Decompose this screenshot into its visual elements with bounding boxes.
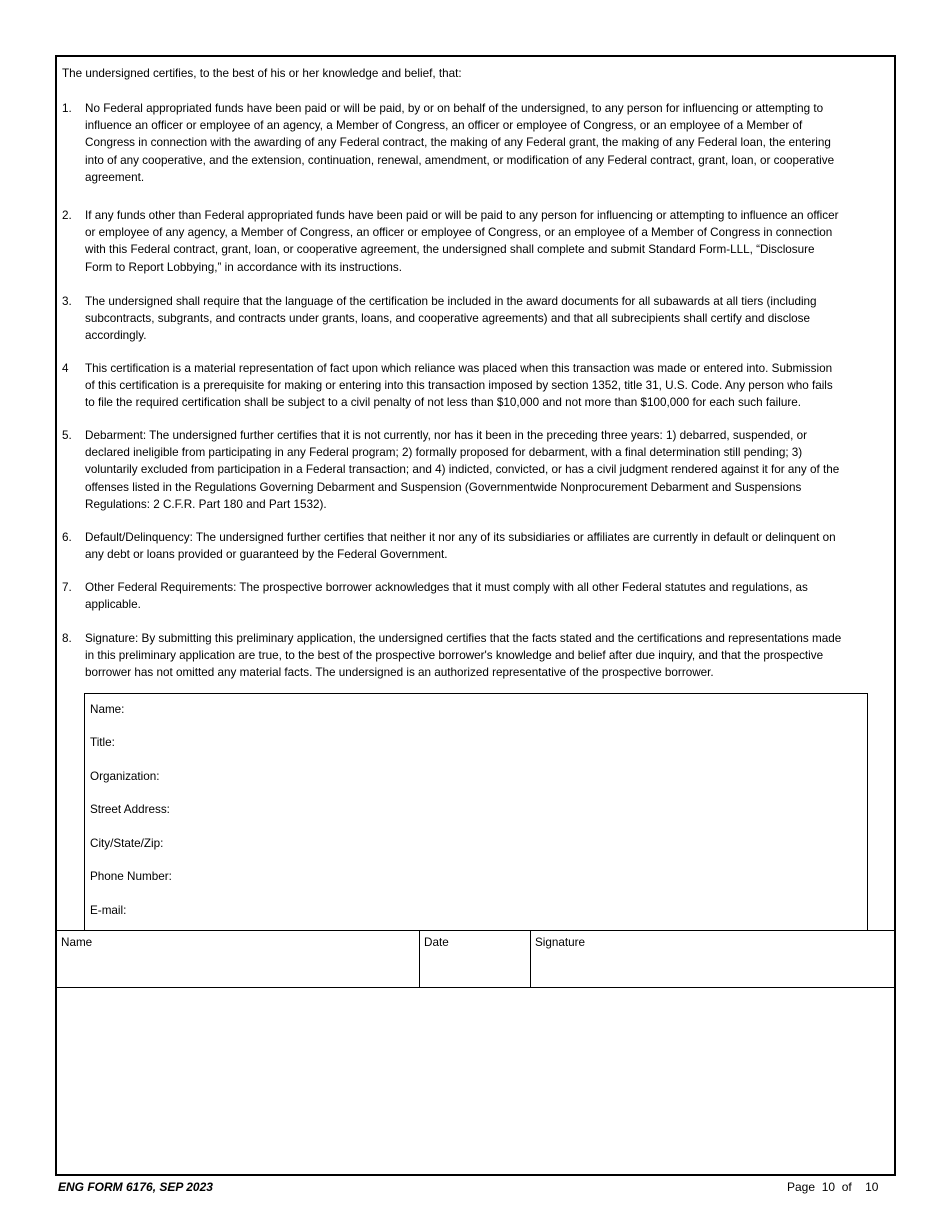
- city-state-zip-field-label[interactable]: City/State/Zip:: [90, 837, 164, 850]
- item-line: applicable.: [85, 598, 141, 612]
- item-line: into of any cooperative, and the extension, continuation, renewal, amendment, or modification of any Federal contract, grant, loan, or cooperative: [85, 153, 835, 167]
- item-line: Congress in connection with the awarding of any Federal contract, the making of any Federal grant, the making of any Federal loan, the entering: [85, 136, 831, 150]
- item-line: offenses listed in the Regulations Governing Debarment and Suspension (Governmentwide Nonprocurement Debarment and Suspensions: [85, 480, 802, 494]
- form-identifier: ENG FORM 6176, SEP 2023: [58, 1180, 213, 1194]
- date-cell-label: Date: [424, 936, 449, 949]
- item-line: or employee of any agency, a Member of Congress, an officer or employee of Congress, or an employee of a Member of Congress in connection: [85, 226, 833, 240]
- item-number: 2.: [62, 209, 72, 222]
- page-label: Page: [787, 1180, 816, 1194]
- item-line: subcontracts, subgrants, and contracts under grants, loans, and cooperative agreements) and that all subrecipients shall certify and disclose: [85, 312, 811, 326]
- intro-text: The undersigned certifies, to the best of his or her knowledge and belief, that:: [62, 67, 462, 80]
- item-line: Regulations: 2 C.F.R. Part 180 and Part 1532).: [85, 497, 327, 511]
- item-line: borrower has not omitted any material facts. The undersigned is an authorized representative of the prospective borrower.: [85, 666, 714, 680]
- total-pages: 10: [865, 1180, 879, 1194]
- item-line: This certification is a material representation of fact upon which reliance was placed when this transaction was made or entered into. Submission: [85, 362, 833, 375]
- organization-field-label[interactable]: Organization:: [90, 770, 160, 783]
- item-line: influence an officer or employee of an agency, a Member of Congress, an officer or employee of Congress, or an employee of a Member of: [85, 119, 803, 133]
- name-cell-label: Name: [61, 936, 93, 949]
- signature-cell[interactable]: [531, 931, 894, 987]
- current-page: 10: [821, 1180, 836, 1194]
- item-number: 6.: [62, 531, 72, 544]
- item-number: 5.: [62, 429, 72, 442]
- item-line: of this certification is a prerequisite for making or entering into this transaction imposed by section 1352, title 31, U.S. Code. Any person who fails: [85, 379, 833, 393]
- signatory-info-box: [84, 693, 868, 931]
- page-number: [787, 1180, 878, 1194]
- item-line: No Federal appropriated funds have been paid or will be paid, by or on behalf of the undersigned, to any person for influencing or attempting to: [85, 102, 824, 115]
- item-line: If any funds other than Federal appropriated funds have been paid or will be paid to any person for influencing or attempting to influence an officer: [85, 209, 839, 222]
- of-label: of: [841, 1180, 852, 1194]
- item-line: in this preliminary application are true, to the best of the prospective borrower's knowledge and belief after due inquiry, and that the prospective: [85, 649, 824, 663]
- certification-form: [55, 55, 896, 1176]
- name-field-label[interactable]: Name:: [90, 703, 125, 716]
- title-field-label[interactable]: Title:: [90, 736, 115, 749]
- item-line: voluntarily excluded from participation in a Federal transaction; and 4) indicted, convicted, or has a civil judgment rendered against it for any of the: [85, 463, 840, 477]
- item-line: The undersigned shall require that the language of the certification be included in the award documents for all subawards at all tiers (including: [85, 295, 817, 308]
- item-line: agreement.: [85, 170, 145, 184]
- item-line: to file the required certification shall be subject to a civil penalty of not less than $10,000 and not more than $100,000 for each such failure.: [85, 396, 801, 410]
- name-cell[interactable]: [57, 931, 420, 987]
- item-number: 7.: [62, 581, 72, 594]
- item-line: Other Federal Requirements: The prospective borrower acknowledges that it must comply with all other Federal statutes and regulations, as: [85, 581, 808, 594]
- street-address-field-label[interactable]: Street Address:: [90, 803, 170, 816]
- date-cell[interactable]: [420, 931, 531, 987]
- item-line: Default/Delinquency: The undersigned further certifies that neither it nor any of its subsidiaries or affiliates are currently in default or delinquent on: [85, 531, 836, 544]
- item-number: 8.: [62, 632, 72, 645]
- email-field-label[interactable]: E-mail:: [90, 904, 127, 917]
- phone-number-field-label[interactable]: Phone Number:: [90, 870, 172, 883]
- item-line: accordingly.: [85, 329, 147, 343]
- item-line: any debt or loans provided or guaranteed by the Federal Government.: [85, 548, 448, 562]
- item-line: Form to Report Lobbying,” in accordance with its instructions.: [85, 260, 403, 274]
- item-number: 3.: [62, 295, 72, 308]
- signature-cell-label: Signature: [535, 936, 586, 949]
- item-number: 1.: [62, 102, 72, 115]
- item-line: declared ineligible from participating in any Federal program; 2) formally proposed for debarment, with a final determination still pending; 3): [85, 446, 803, 460]
- item-line: Debarment: The undersigned further certifies that it is not currently, nor has it been in the preceding three years: 1) debarred, suspended, or: [85, 429, 807, 442]
- item-line: with this Federal contract, grant, loan, or cooperative agreement, the undersigned shall complete and submit Standard Form-LLL, “Disclosure: [85, 243, 815, 257]
- item-number: 4: [62, 362, 69, 375]
- signature-table: [57, 930, 894, 988]
- item-line: Signature: By submitting this preliminary application, the undersigned certifies that the facts stated and the certifications and representations made: [85, 632, 842, 645]
